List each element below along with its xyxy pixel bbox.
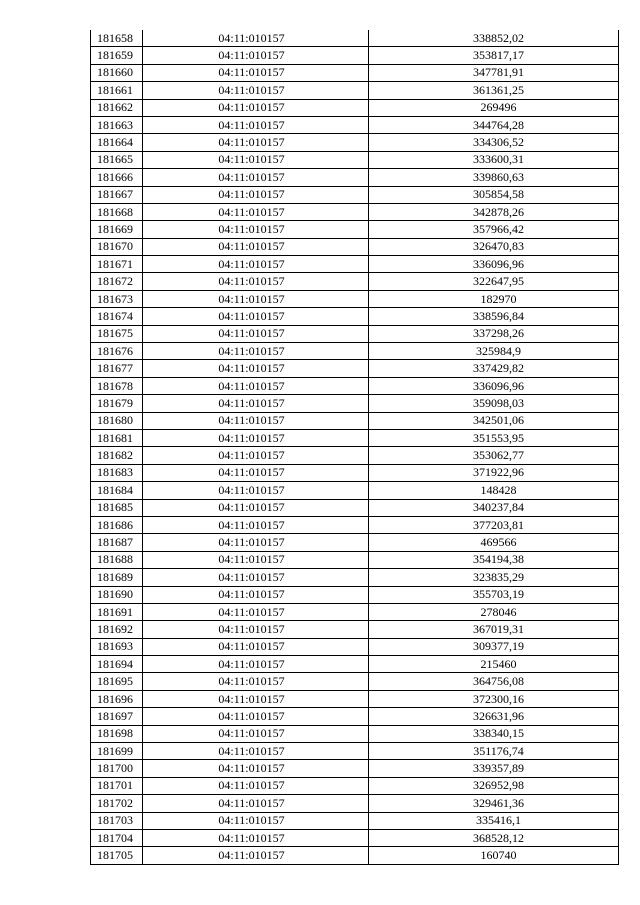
value-cell: 334306,52 [369, 134, 619, 151]
cadastral-code-cell: 04:11:010157 [143, 586, 369, 603]
cadastral-code-cell: 04:11:010157 [143, 325, 369, 342]
row-number-cell: 181668 [91, 203, 143, 220]
value-cell: 347781,91 [369, 64, 619, 81]
cadastral-code-cell: 04:11:010157 [143, 673, 369, 690]
cadastral-code-cell: 04:11:010157 [143, 116, 369, 133]
row-number-cell: 181686 [91, 516, 143, 533]
value-cell: 342878,26 [369, 203, 619, 220]
value-cell: 339860,63 [369, 169, 619, 186]
table-row [91, 412, 619, 429]
value-cell: 377203,81 [369, 516, 619, 533]
cadastral-code-cell: 04:11:010157 [143, 725, 369, 742]
row-number-cell: 181674 [91, 308, 143, 325]
cadastral-code-cell: 04:11:010157 [143, 99, 369, 116]
value-cell: 333600,31 [369, 151, 619, 168]
value-cell: 351176,74 [369, 743, 619, 760]
row-number-cell: 181702 [91, 795, 143, 812]
row-number-cell: 181697 [91, 708, 143, 725]
table-row [91, 534, 619, 551]
row-number-cell: 181691 [91, 603, 143, 620]
cadastral-code-cell: 04:11:010157 [143, 343, 369, 360]
table-row [91, 847, 619, 864]
cadastral-code-cell: 04:11:010157 [143, 412, 369, 429]
table-row [91, 377, 619, 394]
value-cell: 340237,84 [369, 499, 619, 516]
row-number-cell: 181698 [91, 725, 143, 742]
value-cell: 339357,89 [369, 760, 619, 777]
cadastral-code-cell: 04:11:010157 [143, 290, 369, 307]
table-row [91, 203, 619, 220]
cadastral-code-cell: 04:11:010157 [143, 829, 369, 846]
row-number-cell: 181694 [91, 656, 143, 673]
value-cell: 361361,25 [369, 82, 619, 99]
cadastral-code-cell: 04:11:010157 [143, 308, 369, 325]
value-cell: 338852,02 [369, 30, 619, 47]
row-number-cell: 181673 [91, 290, 143, 307]
cadastral-code-cell: 04:11:010157 [143, 812, 369, 829]
cadastral-code-cell: 04:11:010157 [143, 482, 369, 499]
table-row [91, 82, 619, 99]
value-cell: 371922,96 [369, 464, 619, 481]
value-cell: 372300,16 [369, 690, 619, 707]
table-row [91, 47, 619, 64]
cadastral-code-cell: 04:11:010157 [143, 30, 369, 47]
value-cell: 359098,03 [369, 395, 619, 412]
table-row [91, 777, 619, 794]
row-number-cell: 181687 [91, 534, 143, 551]
table-row [91, 812, 619, 829]
table-row [91, 360, 619, 377]
table-row [91, 256, 619, 273]
value-cell: 325984,9 [369, 343, 619, 360]
row-number-cell: 181659 [91, 47, 143, 64]
value-cell: 337298,26 [369, 325, 619, 342]
value-cell: 336096,96 [369, 256, 619, 273]
table-row [91, 638, 619, 655]
row-number-cell: 181680 [91, 412, 143, 429]
value-cell: 323835,29 [369, 569, 619, 586]
table-row [91, 516, 619, 533]
table-row [91, 134, 619, 151]
row-number-cell: 181662 [91, 99, 143, 116]
value-cell: 269496 [369, 99, 619, 116]
row-number-cell: 181665 [91, 151, 143, 168]
cadastral-code-cell: 04:11:010157 [143, 395, 369, 412]
row-number-cell: 181675 [91, 325, 143, 342]
row-number-cell: 181684 [91, 482, 143, 499]
table-row [91, 238, 619, 255]
cadastral-code-cell: 04:11:010157 [143, 603, 369, 620]
value-cell: 182970 [369, 290, 619, 307]
cadastral-code-cell: 04:11:010157 [143, 256, 369, 273]
row-number-cell: 181696 [91, 690, 143, 707]
row-number-cell: 181703 [91, 812, 143, 829]
table-row [91, 760, 619, 777]
value-cell: 329461,36 [369, 795, 619, 812]
value-cell: 355703,19 [369, 586, 619, 603]
value-cell: 326952,98 [369, 777, 619, 794]
value-cell: 338596,84 [369, 308, 619, 325]
table-row [91, 499, 619, 516]
value-cell: 336096,96 [369, 377, 619, 394]
records-table-body [91, 30, 619, 864]
cadastral-code-cell: 04:11:010157 [143, 760, 369, 777]
value-cell: 160740 [369, 847, 619, 864]
row-number-cell: 181679 [91, 395, 143, 412]
value-cell: 322647,95 [369, 273, 619, 290]
table-row [91, 621, 619, 638]
table-row [91, 708, 619, 725]
cadastral-code-cell: 04:11:010157 [143, 169, 369, 186]
table-row [91, 186, 619, 203]
cadastral-code-cell: 04:11:010157 [143, 551, 369, 568]
table-row [91, 743, 619, 760]
table-row [91, 221, 619, 238]
table-row [91, 569, 619, 586]
cadastral-code-cell: 04:11:010157 [143, 447, 369, 464]
table-row [91, 829, 619, 846]
value-cell: 354194,38 [369, 551, 619, 568]
cadastral-code-cell: 04:11:010157 [143, 464, 369, 481]
value-cell: 326470,83 [369, 238, 619, 255]
value-cell: 357966,42 [369, 221, 619, 238]
row-number-cell: 181695 [91, 673, 143, 690]
cadastral-code-cell: 04:11:010157 [143, 795, 369, 812]
cadastral-code-cell: 04:11:010157 [143, 377, 369, 394]
table-row [91, 290, 619, 307]
value-cell: 335416,1 [369, 812, 619, 829]
row-number-cell: 181683 [91, 464, 143, 481]
row-number-cell: 181699 [91, 743, 143, 760]
cadastral-code-cell: 04:11:010157 [143, 186, 369, 203]
row-number-cell: 181660 [91, 64, 143, 81]
table-row [91, 169, 619, 186]
cadastral-code-cell: 04:11:010157 [143, 203, 369, 220]
row-number-cell: 181658 [91, 30, 143, 47]
value-cell: 337429,82 [369, 360, 619, 377]
value-cell: 305854,58 [369, 186, 619, 203]
value-cell: 342501,06 [369, 412, 619, 429]
cadastral-code-cell: 04:11:010157 [143, 690, 369, 707]
row-number-cell: 181678 [91, 377, 143, 394]
cadastral-code-cell: 04:11:010157 [143, 360, 369, 377]
cadastral-code-cell: 04:11:010157 [143, 82, 369, 99]
table-row [91, 99, 619, 116]
table-row [91, 429, 619, 446]
row-number-cell: 181661 [91, 82, 143, 99]
table-row [91, 308, 619, 325]
value-cell: 353817,17 [369, 47, 619, 64]
row-number-cell: 181688 [91, 551, 143, 568]
table-row [91, 656, 619, 673]
table-row [91, 325, 619, 342]
row-number-cell: 181704 [91, 829, 143, 846]
row-number-cell: 181667 [91, 186, 143, 203]
value-cell: 309377,19 [369, 638, 619, 655]
row-number-cell: 181689 [91, 569, 143, 586]
row-number-cell: 181664 [91, 134, 143, 151]
value-cell: 278046 [369, 603, 619, 620]
cadastral-code-cell: 04:11:010157 [143, 238, 369, 255]
cadastral-code-cell: 04:11:010157 [143, 638, 369, 655]
row-number-cell: 181705 [91, 847, 143, 864]
table-row [91, 603, 619, 620]
table-row [91, 673, 619, 690]
value-cell: 368528,12 [369, 829, 619, 846]
table-row [91, 690, 619, 707]
table-row [91, 551, 619, 568]
table-row [91, 395, 619, 412]
cadastral-code-cell: 04:11:010157 [143, 516, 369, 533]
row-number-cell: 181690 [91, 586, 143, 603]
row-number-cell: 181685 [91, 499, 143, 516]
row-number-cell: 181666 [91, 169, 143, 186]
table-row [91, 725, 619, 742]
cadastral-code-cell: 04:11:010157 [143, 134, 369, 151]
value-cell: 326631,96 [369, 708, 619, 725]
cadastral-code-cell: 04:11:010157 [143, 621, 369, 638]
value-cell: 367019,31 [369, 621, 619, 638]
cadastral-code-cell: 04:11:010157 [143, 534, 369, 551]
table-row [91, 482, 619, 499]
table-row [91, 795, 619, 812]
cadastral-code-cell: 04:11:010157 [143, 221, 369, 238]
value-cell: 215460 [369, 656, 619, 673]
table-row [91, 151, 619, 168]
value-cell: 344764,28 [369, 116, 619, 133]
cadastral-code-cell: 04:11:010157 [143, 743, 369, 760]
row-number-cell: 181701 [91, 777, 143, 794]
cadastral-code-cell: 04:11:010157 [143, 847, 369, 864]
cadastral-code-cell: 04:11:010157 [143, 656, 369, 673]
table-row [91, 273, 619, 290]
row-number-cell: 181672 [91, 273, 143, 290]
cadastral-code-cell: 04:11:010157 [143, 64, 369, 81]
cadastral-code-cell: 04:11:010157 [143, 569, 369, 586]
row-number-cell: 181671 [91, 256, 143, 273]
value-cell: 148428 [369, 482, 619, 499]
table-row [91, 464, 619, 481]
value-cell: 353062,77 [369, 447, 619, 464]
cadastral-code-cell: 04:11:010157 [143, 47, 369, 64]
row-number-cell: 181669 [91, 221, 143, 238]
row-number-cell: 181676 [91, 343, 143, 360]
cadastral-code-cell: 04:11:010157 [143, 273, 369, 290]
table-row [91, 586, 619, 603]
table-row [91, 30, 619, 47]
row-number-cell: 181670 [91, 238, 143, 255]
cadastral-code-cell: 04:11:010157 [143, 708, 369, 725]
value-cell: 338340,15 [369, 725, 619, 742]
value-cell: 469566 [369, 534, 619, 551]
row-number-cell: 181677 [91, 360, 143, 377]
row-number-cell: 181663 [91, 116, 143, 133]
cadastral-code-cell: 04:11:010157 [143, 499, 369, 516]
cadastral-code-cell: 04:11:010157 [143, 777, 369, 794]
table-row [91, 64, 619, 81]
value-cell: 364756,08 [369, 673, 619, 690]
row-number-cell: 181700 [91, 760, 143, 777]
cadastral-code-cell: 04:11:010157 [143, 151, 369, 168]
row-number-cell: 181693 [91, 638, 143, 655]
table-row [91, 343, 619, 360]
table-row [91, 116, 619, 133]
table-row [91, 447, 619, 464]
value-cell: 351553,95 [369, 429, 619, 446]
cadastral-code-cell: 04:11:010157 [143, 429, 369, 446]
row-number-cell: 181681 [91, 429, 143, 446]
row-number-cell: 181692 [91, 621, 143, 638]
row-number-cell: 181682 [91, 447, 143, 464]
records-table [90, 30, 619, 865]
